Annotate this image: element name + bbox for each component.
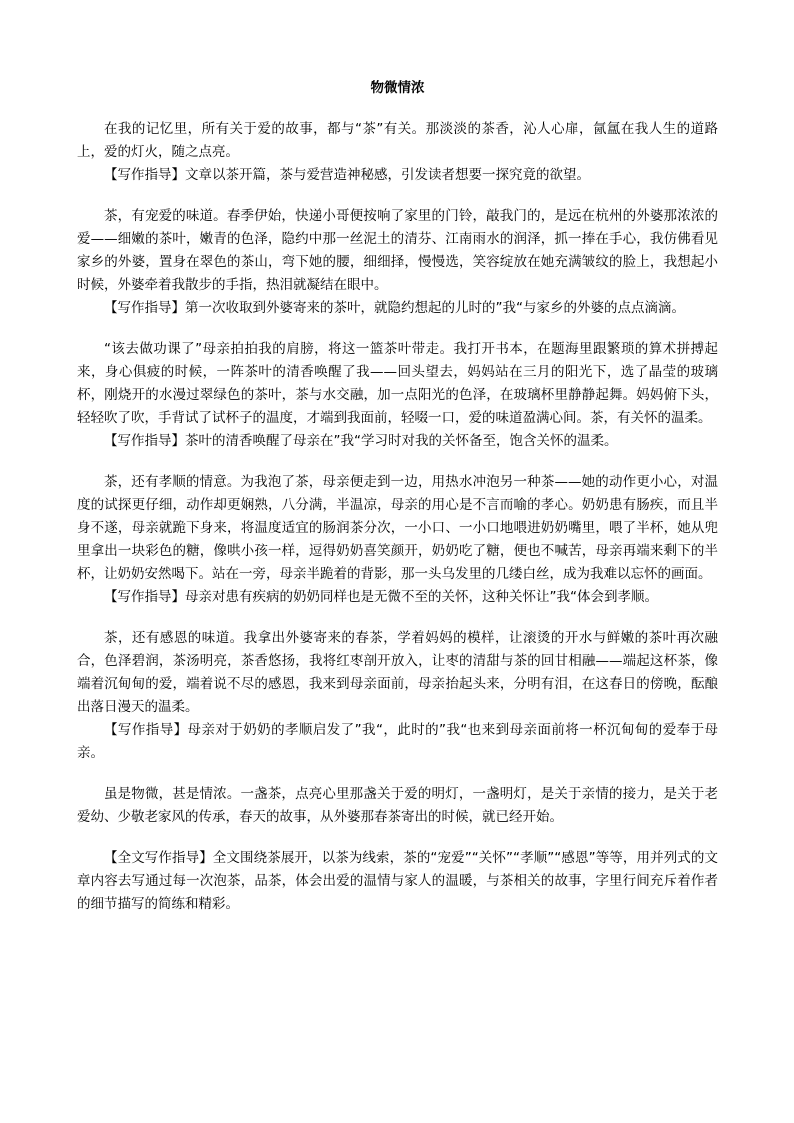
paragraph-gap xyxy=(77,187,718,205)
paragraph-gap xyxy=(77,320,718,338)
paragraph-gratitude: 茶，还有感恩的味道。我拿出外婆寄来的春茶，学着妈妈的模样，让滚烫的开水与鲜嫩的茶叶再次融合，色泽碧润，茶汤明亮，茶香悠扬，我将红枣剖开放入，让枣的清甜与茶的回甘相融——端起这杯茶，像端着沉甸甸的爱，端着说不尽的感恩，我来到母亲面前，母亲抬起头来，分明有泪，在这春日的傍晚，酝酿出落日漫天的温柔。 xyxy=(77,630,718,715)
paragraph-pampering: 茶，有宠爱的味道。春季伊始，快递小哥便按响了家里的门铃，敲我门的，是远在杭州的外婆那浓浓的爱——细嫩的茶叶，嫩青的色泽，隐约中那一丝泥土的清芬、江南雨水的润泽，抓一捧在手心，我仿佛看见家乡的外婆，置身在翠色的茶山，弯下她的腰，细细择，慢慢选，笑容绽放在她充满皱纹的脸上，我想起小时候，外婆牵着我散步的手指，热泪就凝结在眼中。 xyxy=(77,208,718,293)
paragraph-gap xyxy=(77,765,718,783)
paragraph-intro: 在我的记忆里，所有关于爱的故事，都与“茶”有关。那淡淡的茶香，沁人心扉，氤氲在我人生的道路上，爱的灯火，随之点亮。 xyxy=(77,121,718,160)
writing-guide-full-text: 【全文写作指导】全文围绕茶展开，以茶为线索，茶的“宠爱”“关怀”“孝顺”“感恩”等等，用并列式的文章内容去写通过每一次泡茶，品茶，体会出爱的温情与家人的温暖，与茶相关的故事，字里行间充斥着作者的细节描写的简练和精彩。 xyxy=(77,850,718,912)
paragraph-filial: 茶，还有孝顺的情意。为我泡了茶，母亲便走到一边，用热水冲泡另一种茶——她的动作更小心，对温度的试探更仔细，动作却更娴熟，八分满，半温凉，母亲的用心是不言而喻的孝心。奶奶患有肠疾，而且半身不遂，母亲就跪下身来，将温度适宜的肠润茶分次，一小口、一小口地喂进奶奶嘴里，喂了半杯，她从兜里拿出一块彩色的糖，像哄小孩一样，逗得奶奶喜笑颜开，奶奶吃了糖，便也不喊苦，母亲再端来剩下的半杯，让奶奶安然喝下。站在一旁，母亲半跪着的背影，那一头乌发里的几缕白丝，成为我难以忘怀的画面。 xyxy=(77,474,718,582)
writing-guide-gratitude: 【写作指导】母亲对于奶奶的孝顺启发了”我“，此时的”我“也来到母亲面前将一杯沉甸甸的爱奉于母亲。 xyxy=(77,722,718,761)
page-title: 物微情浓 xyxy=(370,80,425,96)
writing-guide-intro: 【写作指导】文章以茶开篇，茶与爱营造神秘感，引发读者想要一探究竟的欲望。 xyxy=(104,167,590,183)
paragraph-gap xyxy=(77,829,718,847)
paragraph-care: “该去做功课了”母亲拍拍我的肩膀，将这一篮茶叶带走。我打开书本，在题海里跟繁琐的算术拼搏起来，身心俱疲的时候，一阵茶叶的清香唤醒了我——回头望去，妈妈站在三月的阳光下，选了晶莹的玻璃杯，刚烧开的水漫过翠绿色的茶叶，茶与水交融，加一点阳光的色泽，在玻璃杯里静静起舞。妈妈俯下头，轻轻吹了吹，手背试了试杯子的温度，才端到我面前，轻啜一口，爱的味道盈满心间。茶，有关怀的温柔。 xyxy=(77,341,718,426)
writing-guide-pampering: 【写作指导】第一次收取到外婆寄来的茶叶，就隐约想起的儿时的”我“与家乡的外婆的点点滴滴。 xyxy=(104,300,685,316)
paragraph-gap xyxy=(77,609,718,627)
paragraph-conclusion: 虽是物微，甚是情浓。一盏茶，点亮心里那盏关于爱的明灯，一盏明灯，是关于亲情的接力，是关于老爱幼、少敬老家风的传承，春天的故事，从外婆那春茶寄出的时候，就已经开始。 xyxy=(77,786,718,825)
writing-guide-care: 【写作指导】茶叶的清香唤醒了母亲在”我“学习时对我的关怀备至，饱含关怀的温柔。 xyxy=(104,433,618,449)
writing-guide-filial: 【写作指导】母亲对患有疾病的奶奶同样也是无微不至的关怀，这种关怀让”我“体会到孝顺。 xyxy=(104,589,658,605)
paragraph-gap xyxy=(77,453,718,471)
